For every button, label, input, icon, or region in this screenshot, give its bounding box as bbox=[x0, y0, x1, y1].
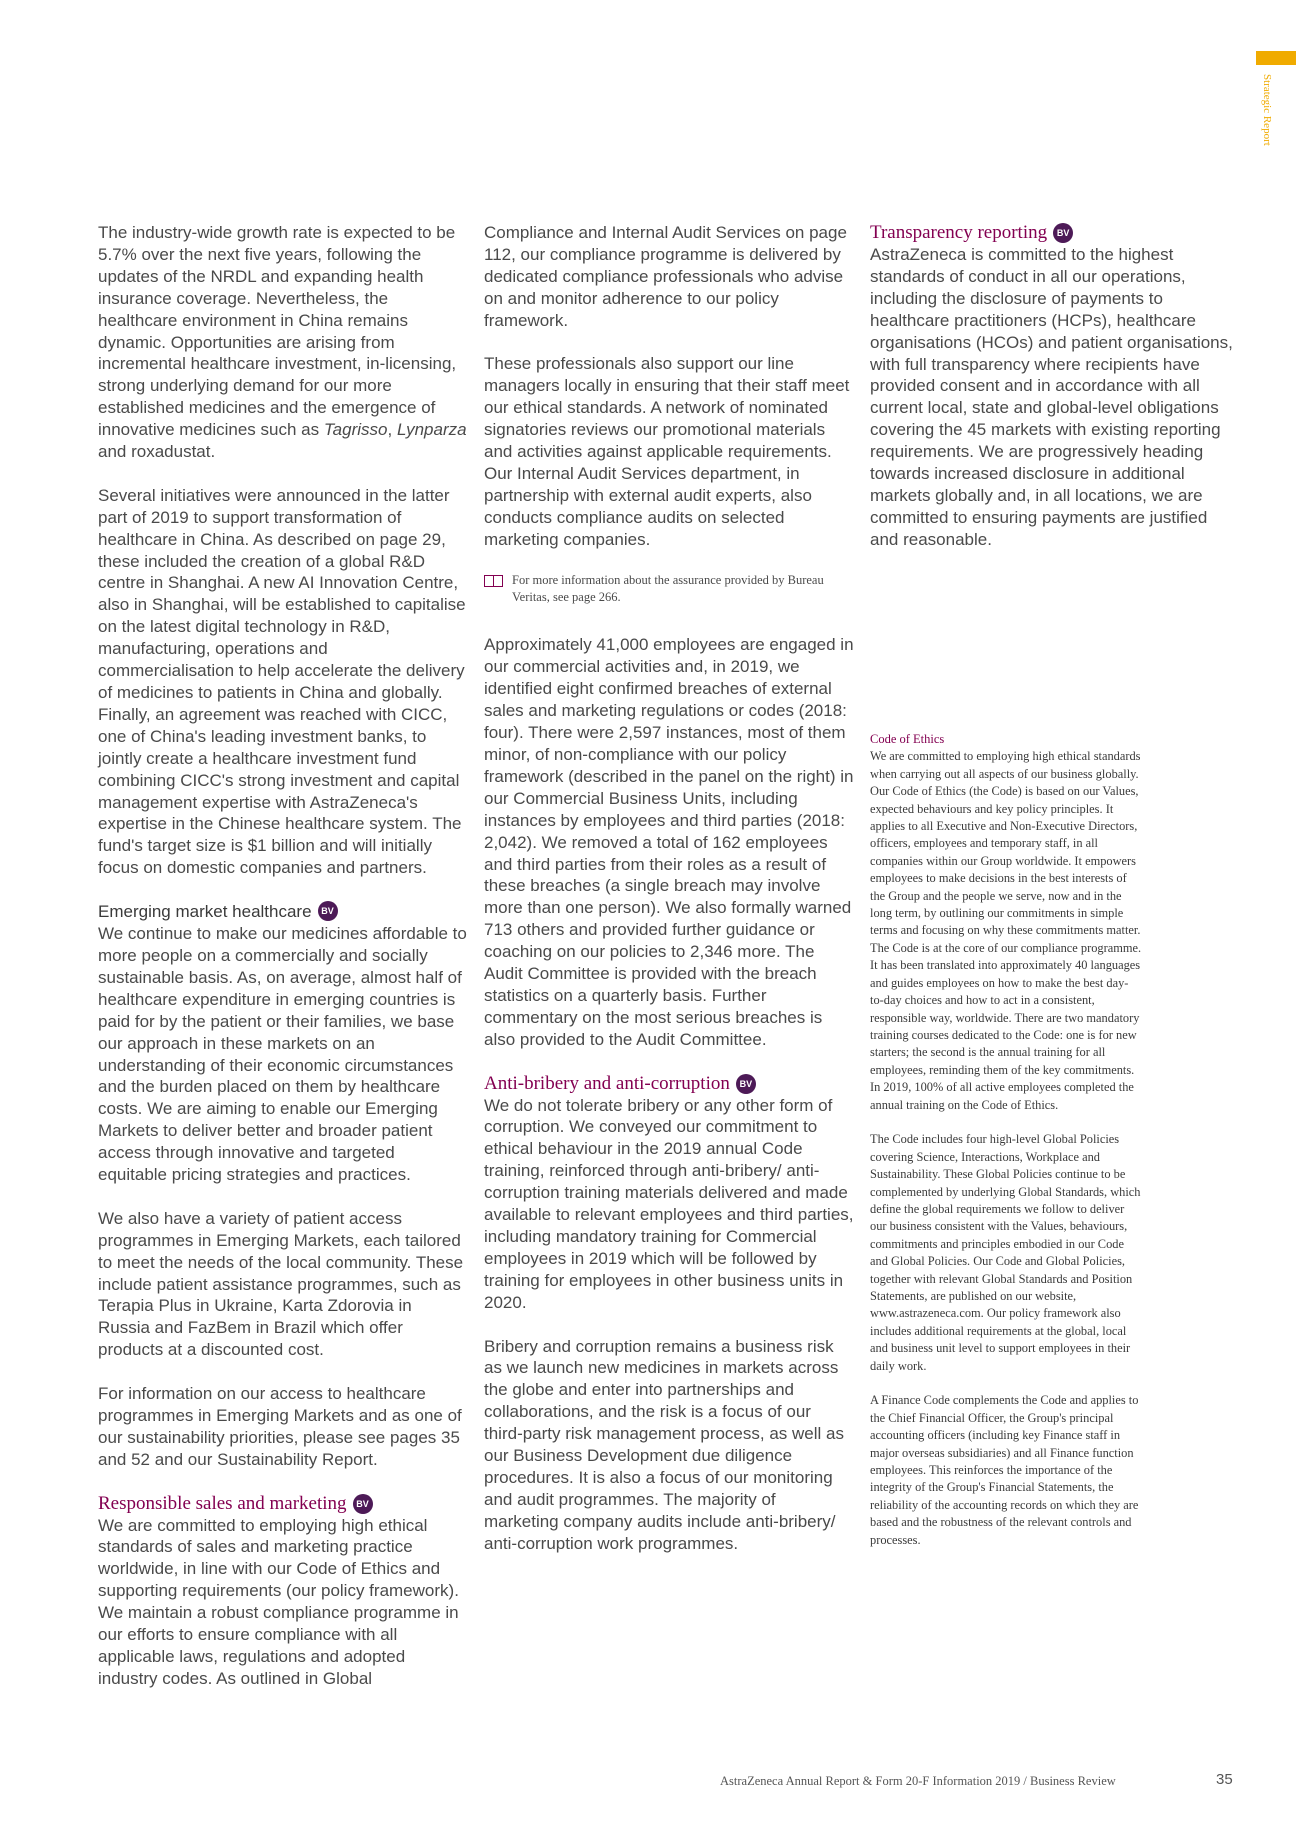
paragraph: For information on our access to healthcare programmes in Emerging Markets and as one of our sustainability priorities, please see pages 35 and 52 and our Sustainability Report. bbox=[98, 1384, 462, 1469]
bv-badge-icon: BV bbox=[353, 1494, 373, 1514]
paragraph: We also have a variety of patient access programmes in Emerging Markets, each tailored to meet the needs of the local community. These include patient assistance programmes, such as Terapia Plus in Ukraine, Karta Zdorovia in Russia and FazBem in Brazil which offer products at a discounted cost. bbox=[98, 1208, 464, 1360]
bv-badge-icon: BV bbox=[318, 901, 338, 921]
bv-badge-icon: BV bbox=[1053, 223, 1073, 243]
heading-transparency-reporting: Transparency reporting BV bbox=[870, 222, 1240, 244]
cross-reference-note: For more information about the assurance provided by Bureau Veritas, see page 266. bbox=[484, 572, 854, 606]
paragraph: Bribery and corruption remains a business risk as we launch new medicines in markets across the globe and enter into partnerships and collaborations, and the risk is a focus of our third-party risk management process, as well as our Business Development due diligence procedures. It is also a focus of our monitoring and audit programmes. The majority of marketing company audits include anti-bribery/ anti-corruption work programmes. bbox=[484, 1336, 844, 1553]
book-icon bbox=[484, 575, 504, 587]
heading-responsible-sales: Responsible sales and marketing BV bbox=[98, 1493, 468, 1515]
paragraph: We do not tolerate bribery or any other form of corruption. We conveyed our commitment to ethical behaviour in the 2019 annual Code training, reinforced through anti-bribery/ anti-corruption training materials delivered and made available to relevant employees and third parties, including mandatory training for Commercial employees in 2019 which will be followed by training for employees in other business units in 2020. bbox=[484, 1095, 854, 1312]
paragraph: Compliance and Internal Audit Services on page 112, our compliance programme is delivered by dedicated compliance professionals who advise on and monitor adherence to our policy framework. bbox=[484, 223, 847, 330]
paragraph: Approximately 41,000 employees are engaged in our commercial activities and, in 2019, we identified eight confirmed breaches of external sales and marketing regulations or codes (2018: four). There were 2,597 instances, most of them minor, of non-compliance with our policy framework (described in the panel on the right) in our Commercial Business Units, including instances by employees and third parties (2018: 2,042). We removed a total of 162 employees and third parties from their roles as a result of these breaches (a single breach may involve more than one person). We also formally warned 713 others and provided further guidance or coaching on our policies to 2,346 more. The Audit Committee is provided with the breach statistics on a quarterly basis. Further commentary on the most serious breaches is also provided to the Audit Committee. bbox=[484, 635, 854, 1049]
paragraph: These professionals also support our line managers locally in ensuring that their staff meet our ethical standards. A network of nominated signatories reviews our promotional materials and activities against applicable requirements. Our Internal Audit Services department, in partnership with external audit experts, also conducts compliance audits on selected marketing companies. bbox=[484, 354, 850, 549]
paragraph: We continue to make our medicines affordable to more people on a commercially and socially sustainable basis. As, on average, almost half of healthcare expenditure in emerging countries is paid for by the patient or their families, we base our approach in these markets on an understanding of their economic circumstances and the burden placed on them by healthcare costs. We are aiming to enable our Emerging Markets to deliver better and broader patient access through innovative and targeted equitable pricing strategies and practices. bbox=[98, 924, 467, 1185]
panel-title: Code of Ethics bbox=[870, 732, 945, 746]
footer-text: AstraZeneca Annual Report & Form 20-F Information 2019 / Business Review bbox=[720, 1774, 1116, 1788]
section-tab-marker bbox=[1256, 51, 1296, 65]
panel-paragraph: We are committed to employing high ethical standards when carrying out all aspects of our business globally. Our Code of Ethics (the Code) is based on our Values, expected behaviours and key policy principles. It applies to all Executive and Non-Executive Directors, officers, employees and temporary staff, in all companies within our Group worldwide. It empowers employees to make decisions in the best interests of the Group and the people we serve, now and in the long term, by outlining our commitments in simple terms and focusing on why these commitments matter. The Code is at the core of our compliance programme. It has been translated into approximately 40 languages and guides employees on how to make the best day-to-day choices and how to act in a consistent, responsible way, worldwide. There are two mandatory training courses dedicated to the Code: one is for new starters; the second is the annual training for all employees, reminding them of the key commitments. In 2019, 100% of all active employees completed the annual training on the Code of Ethics. bbox=[870, 749, 1142, 1112]
heading-anti-bribery: Anti-bribery and anti-corruption BV bbox=[484, 1073, 854, 1095]
panel-paragraph: The Code includes four high-level Global Policies covering Science, Interactions, Workplace and Sustainability. These Global Policies continue to be complemented by underlying Global Standards, which define the global requirements we follow to deliver our business consistent with the Values, behaviours, commitments and principles embodied in our Code and Global Policies. Our Code and Global Policies, together with relevant Global Standards and Position Statements, are published on our website, www.astrazeneca.com. Our policy framework also includes additional requirements at the global, local and business unit level to support employees in their daily work. bbox=[870, 1132, 1141, 1373]
column-1 bbox=[98, 222, 468, 1712]
column-2 bbox=[484, 222, 854, 1576]
column-3 bbox=[870, 222, 1240, 573]
section-label: Strategic Report bbox=[1261, 74, 1273, 146]
paragraph: AstraZeneca is committed to the highest standards of conduct in all our operations, including the disclosure of payments to healthcare practitioners (HCPs), healthcare organisations (HCOs) and patient organisations, with full transparency where recipients have provided consent and in accordance with all current local, state and global-level obligations covering the 45 markets with existing reporting requirements. We are progressively heading towards increased disclosure in additional markets globally and, in all locations, we are committed to ensuring payments are justified and reasonable. bbox=[870, 245, 1233, 549]
code-of-ethics-panel bbox=[870, 731, 1142, 1566]
page-number: 35 bbox=[1216, 1771, 1233, 1788]
bv-badge-icon: BV bbox=[736, 1074, 756, 1094]
paragraph: The industry-wide growth rate is expected to be 5.7% over the next five years, following the updates of the NRDL and expanding health insurance coverage. Nevertheless, the healthcare environment in China remains dynamic. Opportunities are arising from incremental healthcare investment, in-licensing, strong underlying demand for our more established medicines and the emergence of innovative medicines such as Tagrisso, Lynparza and roxadustat. bbox=[98, 223, 467, 462]
paragraph: We are committed to employing high ethical standards of sales and marketing practice worldwide, in line with our Code of Ethics and supporting requirements (our policy framework). We maintain a robust compliance programme in our efforts to ensure compliance with all applicable laws, regulations and adopted industry codes. As outlined in Global bbox=[98, 1515, 459, 1688]
panel-paragraph: A Finance Code complements the Code and applies to the Chief Financial Officer, the Group's principal accounting officers (including key Finance staff in major overseas subsidiaries) and all Finance function employees. This reinforces the importance of the integrity of the Group's Financial Statements, the reliability of the accounting records on which they are based and the robustness of the relevant controls and processes. bbox=[870, 1393, 1139, 1547]
heading-emerging-market-healthcare: Emerging market healthcare BV bbox=[98, 901, 468, 923]
paragraph: Several initiatives were announced in the latter part of 2019 to support transformation of healthcare in China. As described on page 29, these included the creation of a global R&D centre in Shanghai. A new AI Innovation Centre, also in Shanghai, will be established to capitalise on the latest digital technology in R&D, manufacturing, operations and commercialisation to help accelerate the delivery of medicines to patients in China and globally. Finally, an agreement was reached with CICC, one of China's leading investment banks, to jointly create a healthcare investment fund combining CICC's strong investment and capital management expertise with AstraZeneca's expertise in the Chinese healthcare system. The fund's target size is $1 billion and will initially focus on domestic companies and partners. bbox=[98, 485, 466, 878]
